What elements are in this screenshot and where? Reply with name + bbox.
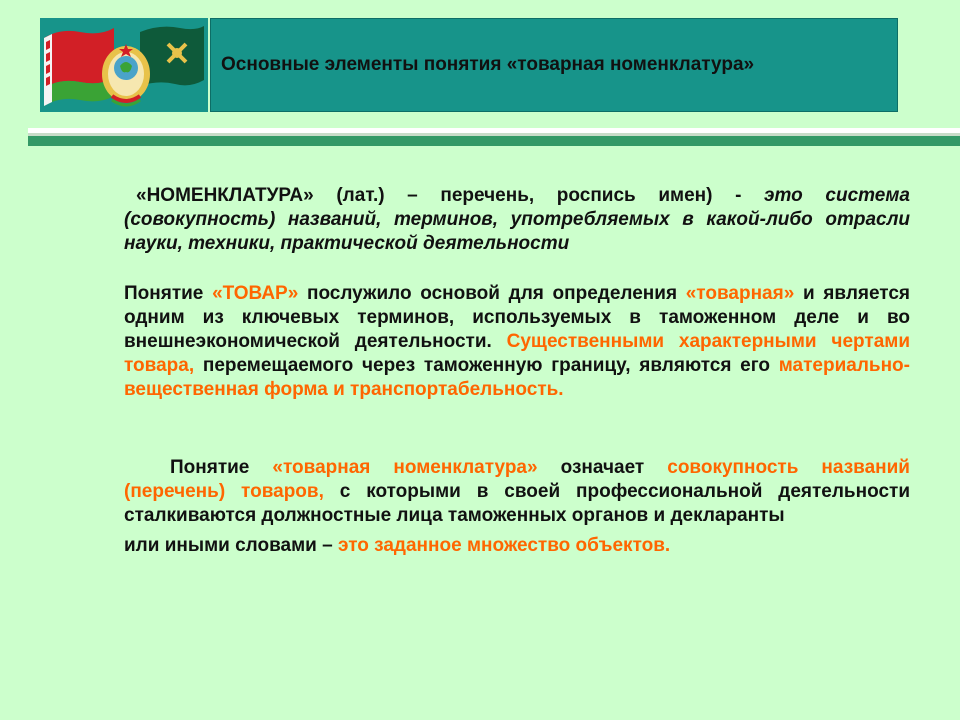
text-segment: (лат.) – перечень, роспись имен) - <box>313 185 765 206</box>
term-tovarnaya: «товарная» <box>685 283 795 304</box>
definition-text: это система (совокупность) названий, терминов, употребляемых в какой-либо отрасли науки, техники, практической деятельности <box>124 185 910 254</box>
highlight-set-of-names: совокупность названий (перечень) товаров, <box>124 457 910 502</box>
paragraph-in-other-words <box>124 534 910 558</box>
belarus-customs-logo <box>40 18 210 112</box>
text-segment: с которыми в своей профессиональной деятельности сталкиваются должностные лица таможенных органов и декларанты <box>124 481 910 526</box>
highlight-form-transportability: материально-вещественная форма и транспортабельность. <box>124 355 910 400</box>
text-segment: означает <box>537 457 668 478</box>
paragraph-nomenclature-definition <box>124 184 910 256</box>
slide-title-box <box>210 18 898 112</box>
slide-title: Основные элементы понятия «товарная номенклатура» <box>221 54 755 75</box>
highlight-set-of-objects: это заданное множество объектов. <box>337 535 671 556</box>
text-segment: Понятие <box>124 283 213 304</box>
belarus-flag-and-customs-emblem-icon <box>40 18 208 112</box>
highlight-characteristics: Существенными характерными чертами товара, <box>124 331 910 376</box>
paragraph-tovar <box>124 282 910 402</box>
term-tovar: «ТОВАР» <box>212 283 299 304</box>
text-segment: Понятие <box>170 457 273 478</box>
term-commodity-nomenclature: «товарная номенклатура» <box>272 457 538 478</box>
text-segment: послужило основой для определения <box>298 283 686 304</box>
text-segment: перемещаемого через таможенную границу, являются его <box>194 355 779 376</box>
header-divider-dark <box>28 136 960 146</box>
paragraph-commodity-nomenclature <box>124 456 910 528</box>
slide-body <box>124 184 910 558</box>
text-segment: и является одним из ключевых терминов, используемых в таможенном деле и во внешнеэкономической деятельности. <box>124 283 911 352</box>
term-nomenclature: «НОМЕНКЛАТУРА» <box>136 185 314 206</box>
text-segment: или иными словами – <box>124 535 338 556</box>
